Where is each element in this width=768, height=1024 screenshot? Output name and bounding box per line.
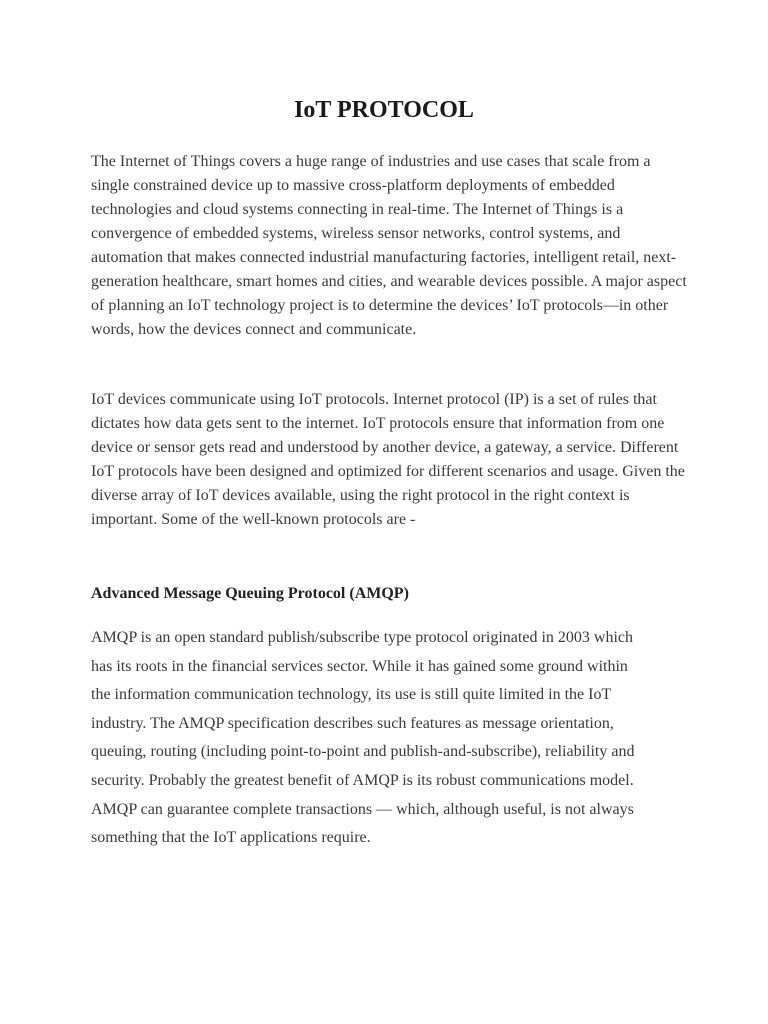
amqp-heading: Advanced Message Queuing Protocol (AMQP) [91, 585, 409, 602]
amqp-paragraph: AMQP is an open standard publish/subscribe type protocol originated in 2003 which has its roots in the financial services sector. While it has gained some ground within the information communication technology, its use is still quite limited in the IoT industry. The AMQP specification describes such features as message orientation, queuing, routing (including point-to-point and publish-and-subscribe), reliability and security. Probably the greatest benefit of AMQP is its robust communications model. AMQP can guarantee complete transactions — which, although useful, is not always something that the IoT applications require. [91, 629, 635, 847]
document-title: IoT PROTOCOL [294, 97, 474, 123]
protocols-paragraph: IoT devices communicate using IoT protocols. Internet protocol (IP) is a set of rules that dictates how data gets sent to the internet. IoT protocols ensure that information from one device or sensor gets read and understood by another device, a gateway, a service. Different IoT protocols have been designed and optimized for different scenarios and usage. Given the diverse array of IoT devices available, using the right protocol in the right context is important. Some of the well-known protocols are - [91, 391, 685, 528]
intro-paragraph: The Internet of Things covers a huge range of industries and use cases that scale from a single constrained device up to massive cross-platform deployments of embedded technologies and cloud systems connecting in real-time. The Internet of Things is a convergence of embedded systems, wireless sensor networks, control systems, and automation that makes connected industrial manufacturing factories, intelligent retail, next-generation healthcare, smart homes and cities, and wearable devices possible. A major aspect of planning an IoT technology project is to determine the devices’ IoT protocols—in other words, how the devices connect and communicate. [91, 153, 687, 338]
